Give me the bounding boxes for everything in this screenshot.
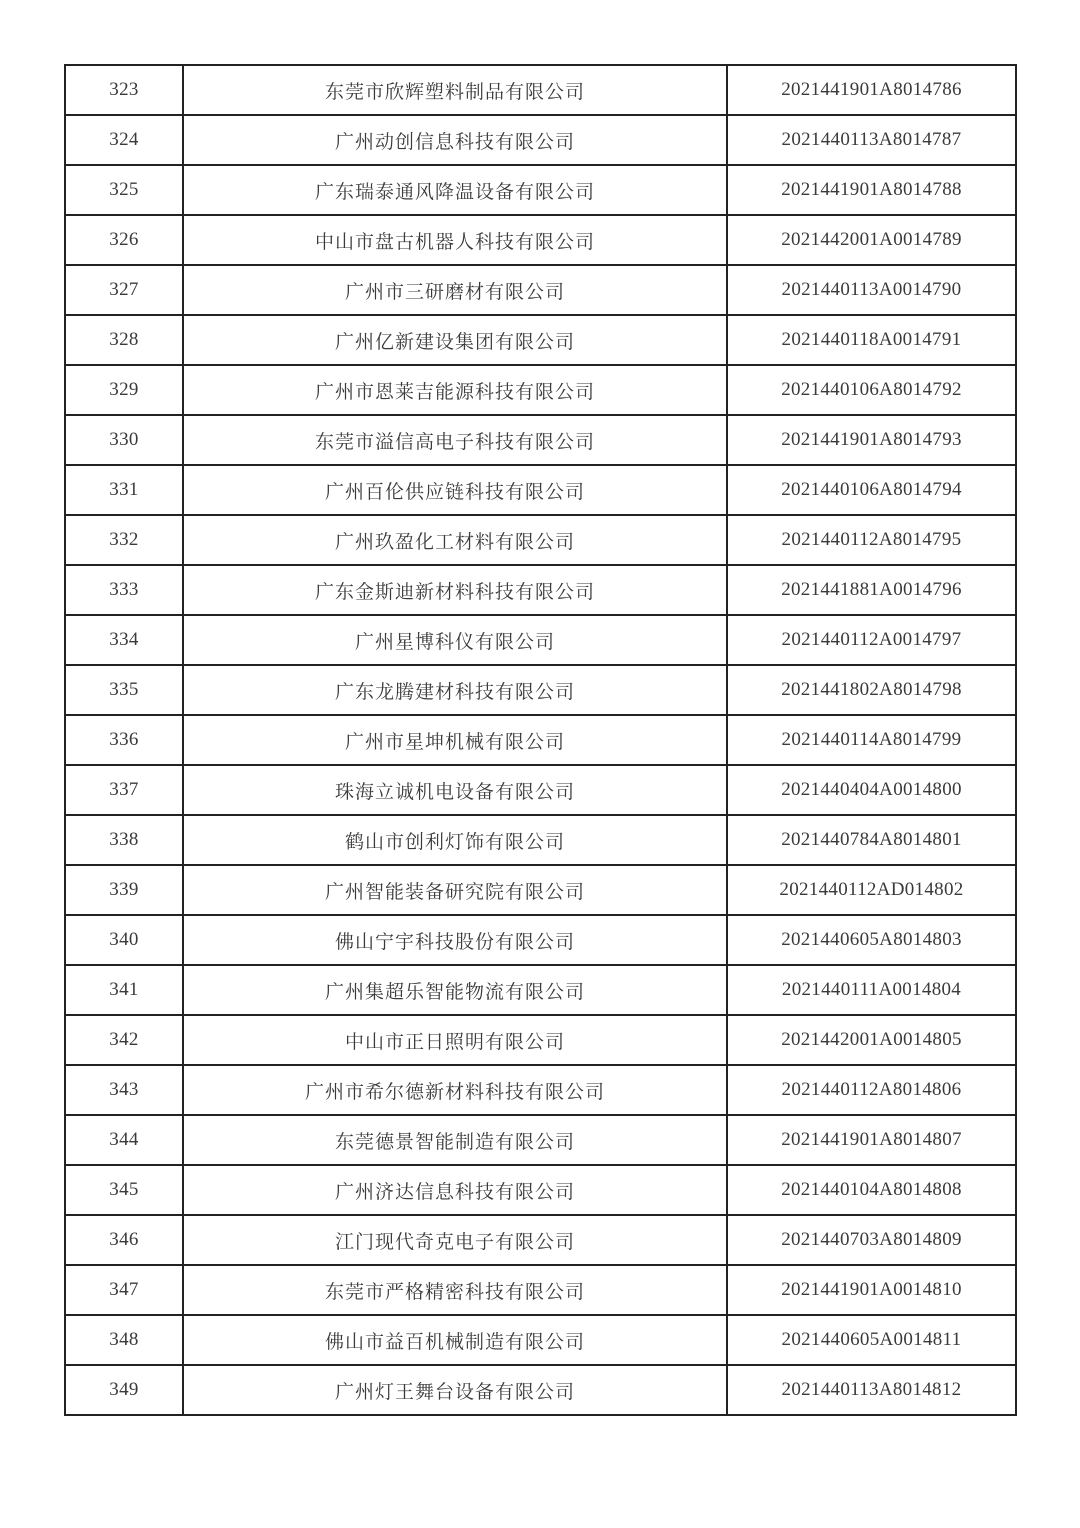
registration-code: 2021440112A8014795 — [727, 515, 1016, 565]
company-name: 东莞市溢信高电子科技有限公司 — [183, 415, 727, 465]
company-name: 广州市恩莱吉能源科技有限公司 — [183, 365, 727, 415]
table-row — [65, 765, 1016, 815]
company-name: 中山市正日照明有限公司 — [183, 1015, 727, 1065]
registration-code: 2021440114A8014799 — [727, 715, 1016, 765]
row-number: 342 — [65, 1015, 183, 1065]
registration-code: 2021440113A8014787 — [727, 115, 1016, 165]
row-number: 331 — [65, 465, 183, 515]
company-name: 广东瑞泰通风降温设备有限公司 — [183, 165, 727, 215]
row-number: 334 — [65, 615, 183, 665]
registration-code: 2021440112AD014802 — [727, 865, 1016, 915]
company-name: 广州动创信息科技有限公司 — [183, 115, 727, 165]
row-number: 323 — [65, 65, 183, 115]
company-name: 广东龙腾建材科技有限公司 — [183, 665, 727, 715]
table-row — [65, 1215, 1016, 1265]
company-name: 鹤山市创利灯饰有限公司 — [183, 815, 727, 865]
company-name: 东莞市严格精密科技有限公司 — [183, 1265, 727, 1315]
row-number: 326 — [65, 215, 183, 265]
company-name: 广州市三研磨材有限公司 — [183, 265, 727, 315]
company-name: 佛山市益百机械制造有限公司 — [183, 1315, 727, 1365]
company-name: 广州集超乐智能物流有限公司 — [183, 965, 727, 1015]
company-name: 广东金斯迪新材料科技有限公司 — [183, 565, 727, 615]
registration-code: 2021440113A0014790 — [727, 265, 1016, 315]
table-row — [65, 565, 1016, 615]
row-number: 347 — [65, 1265, 183, 1315]
row-number: 338 — [65, 815, 183, 865]
table-row — [65, 415, 1016, 465]
table-row — [65, 265, 1016, 315]
table-row — [65, 1365, 1016, 1415]
table-row — [65, 1265, 1016, 1315]
company-registry-table — [64, 64, 1017, 1416]
company-name: 广州百伦供应链科技有限公司 — [183, 465, 727, 515]
table-row — [65, 465, 1016, 515]
registration-code: 2021440605A0014811 — [727, 1315, 1016, 1365]
company-name: 广州济达信息科技有限公司 — [183, 1165, 727, 1215]
row-number: 348 — [65, 1315, 183, 1365]
row-number: 346 — [65, 1215, 183, 1265]
registration-code: 2021440404A0014800 — [727, 765, 1016, 815]
registration-code: 2021441802A8014798 — [727, 665, 1016, 715]
row-number: 330 — [65, 415, 183, 465]
row-number: 333 — [65, 565, 183, 615]
row-number: 325 — [65, 165, 183, 215]
row-number: 337 — [65, 765, 183, 815]
registration-code: 2021440112A0014797 — [727, 615, 1016, 665]
table-row — [65, 115, 1016, 165]
company-name: 东莞市欣辉塑料制品有限公司 — [183, 65, 727, 115]
row-number: 336 — [65, 715, 183, 765]
company-name: 佛山宁宇科技股份有限公司 — [183, 915, 727, 965]
company-name: 广州市星坤机械有限公司 — [183, 715, 727, 765]
row-number: 345 — [65, 1165, 183, 1215]
company-name: 珠海立诚机电设备有限公司 — [183, 765, 727, 815]
table-row — [65, 1165, 1016, 1215]
row-number: 343 — [65, 1065, 183, 1115]
table-row — [65, 65, 1016, 115]
registration-code: 2021440106A8014792 — [727, 365, 1016, 415]
registration-code: 2021440118A0014791 — [727, 315, 1016, 365]
row-number: 340 — [65, 915, 183, 965]
row-number: 332 — [65, 515, 183, 565]
registration-code: 2021440104A8014808 — [727, 1165, 1016, 1215]
table-body — [65, 65, 1016, 1415]
table-row — [65, 165, 1016, 215]
row-number: 327 — [65, 265, 183, 315]
company-name: 江门现代奇克电子有限公司 — [183, 1215, 727, 1265]
registration-code: 2021442001A0014789 — [727, 215, 1016, 265]
table-row — [65, 315, 1016, 365]
row-number: 324 — [65, 115, 183, 165]
company-name: 东莞德景智能制造有限公司 — [183, 1115, 727, 1165]
row-number: 328 — [65, 315, 183, 365]
row-number: 339 — [65, 865, 183, 915]
registration-code: 2021441901A8014793 — [727, 415, 1016, 465]
table-row — [65, 1065, 1016, 1115]
table-row — [65, 215, 1016, 265]
table-row — [65, 815, 1016, 865]
table-row — [65, 1015, 1016, 1065]
row-number: 349 — [65, 1365, 183, 1415]
table-row — [65, 365, 1016, 415]
company-name: 广州星博科仪有限公司 — [183, 615, 727, 665]
registration-code: 2021440703A8014809 — [727, 1215, 1016, 1265]
registration-code: 2021441901A8014807 — [727, 1115, 1016, 1165]
registration-code: 2021442001A0014805 — [727, 1015, 1016, 1065]
registration-code: 2021441901A0014810 — [727, 1265, 1016, 1315]
company-name: 广州玖盈化工材料有限公司 — [183, 515, 727, 565]
table-row — [65, 665, 1016, 715]
row-number: 344 — [65, 1115, 183, 1165]
registration-code: 2021441881A0014796 — [727, 565, 1016, 615]
company-name: 广州亿新建设集团有限公司 — [183, 315, 727, 365]
registration-code: 2021440111A0014804 — [727, 965, 1016, 1015]
table-row — [65, 915, 1016, 965]
registration-code: 2021441901A8014788 — [727, 165, 1016, 215]
registration-code: 2021440605A8014803 — [727, 915, 1016, 965]
company-name: 广州智能装备研究院有限公司 — [183, 865, 727, 915]
table-row — [65, 1115, 1016, 1165]
table-row — [65, 865, 1016, 915]
row-number: 341 — [65, 965, 183, 1015]
table-row — [65, 965, 1016, 1015]
table-row — [65, 715, 1016, 765]
company-name: 中山市盘古机器人科技有限公司 — [183, 215, 727, 265]
row-number: 329 — [65, 365, 183, 415]
registration-code: 2021440784A8014801 — [727, 815, 1016, 865]
table-row — [65, 615, 1016, 665]
company-name: 广州市希尔德新材料科技有限公司 — [183, 1065, 727, 1115]
table-row — [65, 515, 1016, 565]
registration-code: 2021441901A8014786 — [727, 65, 1016, 115]
table-row — [65, 1315, 1016, 1365]
registration-code: 2021440112A8014806 — [727, 1065, 1016, 1115]
row-number: 335 — [65, 665, 183, 715]
registration-code: 2021440106A8014794 — [727, 465, 1016, 515]
registration-code: 2021440113A8014812 — [727, 1365, 1016, 1415]
company-name: 广州灯王舞台设备有限公司 — [183, 1365, 727, 1415]
